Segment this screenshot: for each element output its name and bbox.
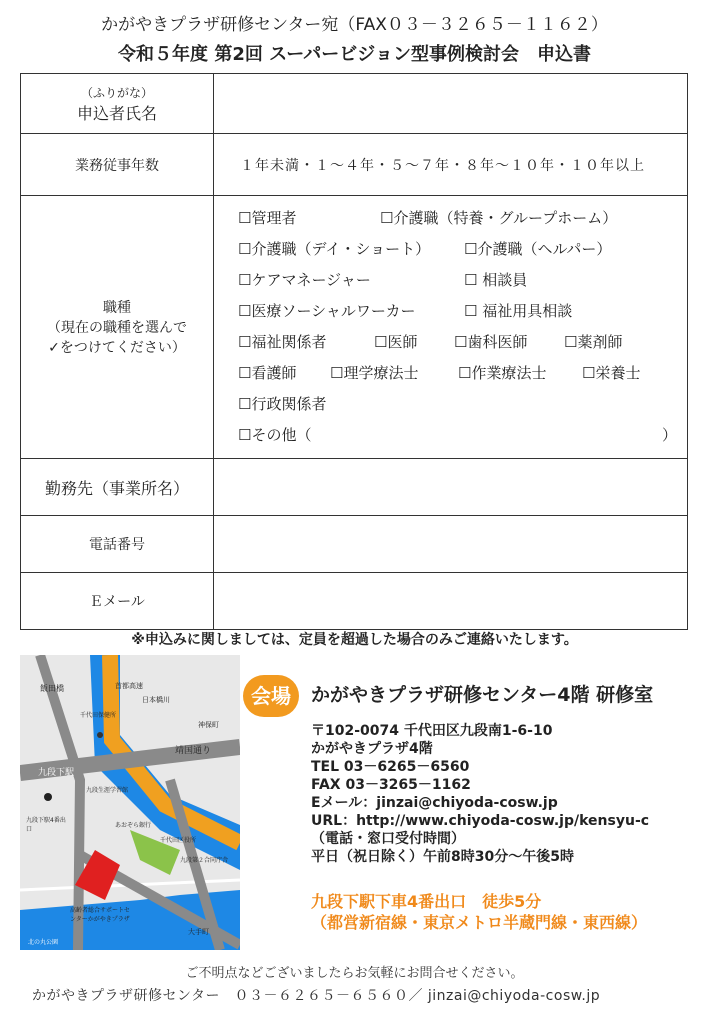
map-label-kitanomaru: 北の丸公園 bbox=[28, 939, 59, 946]
venue-building: かがやきプラザ4階 bbox=[311, 741, 433, 757]
access-map bbox=[20, 655, 240, 950]
map-label-shuto: 首都高速 bbox=[115, 682, 143, 690]
map-label-exit: 九段下駅4番出口 bbox=[26, 817, 66, 833]
workplace-label: 勤務先（事業所名） bbox=[21, 459, 214, 516]
map-label-aozora: あおぞら銀行 bbox=[115, 822, 152, 829]
map-label-gakusha: 九段生涯学習館 bbox=[86, 787, 129, 794]
footer-contact: かがやきプラザ研修センター ０３－６２６５－６５６０／ jinzai@chiyoda-cosw.jp bbox=[32, 988, 601, 1004]
venue-address: 〒102-0074 千代田区九段南1-6-10 bbox=[311, 723, 553, 739]
job-other-close: ） bbox=[662, 426, 678, 444]
venue-email[interactable]: Eメール：jinzai@chiyoda-cosw.jp bbox=[311, 795, 558, 811]
map-label-otemachi: 大手町 bbox=[188, 928, 209, 936]
map-label-chiyoda-office: 千代田区役所 bbox=[160, 837, 197, 844]
job-checkbox-welfare[interactable]: ☐福祉関係者 bbox=[238, 333, 327, 351]
venue-badge: 会場 bbox=[243, 675, 299, 717]
venue-url[interactable]: URL：http://www.chiyoda-cosw.jp/kensyu-c bbox=[311, 813, 650, 829]
job-label: 職種 bbox=[103, 300, 131, 316]
job-checkbox-other[interactable]: ☐その他（ bbox=[238, 426, 312, 444]
years-options[interactable]: １年未満・１～４年・５～７年・８年～１０年・１０年以上 bbox=[214, 134, 688, 196]
job-checkbox-manager[interactable]: ☐管理者 bbox=[238, 209, 297, 227]
venue-tel: TEL 03－6265－6560 bbox=[311, 759, 470, 775]
access-lines: （都営新宿線・東京メトロ半蔵門線・東西線） bbox=[311, 913, 648, 932]
job-checkbox-counselor[interactable]: ☐ 相談員 bbox=[464, 271, 528, 289]
access-station: 九段下駅下車4番出口 徒歩5分 bbox=[311, 892, 542, 911]
venue-fax: FAX 03－3265－1162 bbox=[311, 777, 471, 793]
access-info bbox=[311, 891, 647, 933]
map-label-nihonbashi: 日本橋川 bbox=[142, 696, 170, 704]
email-label: Ｅメール bbox=[21, 573, 214, 630]
job-checkbox-msw[interactable]: ☐医療ソーシャルワーカー bbox=[238, 302, 416, 320]
job-options bbox=[214, 196, 688, 459]
job-label-check: ✓をつけてください） bbox=[48, 340, 186, 356]
map-label-yasukuni: 靖国通り bbox=[175, 746, 212, 756]
map-label-hoken: 千代田保健所 bbox=[80, 712, 117, 719]
job-checkbox-care-helper[interactable]: ☐介護職（ヘルパー） bbox=[464, 240, 612, 258]
name-label: 申込者氏名 bbox=[76, 103, 157, 123]
workplace-field[interactable] bbox=[214, 459, 688, 516]
job-checkbox-pt[interactable]: ☐理学療法士 bbox=[330, 364, 419, 382]
job-label-instruction: （現在の職種を選んで bbox=[47, 320, 187, 336]
map-label-jinbocho: 神保町 bbox=[198, 721, 219, 729]
map-label-plaza: 高齢者総合サポートセンターかがやきプラザ bbox=[70, 907, 130, 923]
job-checkbox-ot[interactable]: ☐作業療法士 bbox=[458, 364, 547, 382]
job-checkbox-dietitian[interactable]: ☐栄養士 bbox=[582, 364, 641, 382]
venue-info bbox=[311, 722, 649, 866]
venue-hours-label: （電話・窓口受付時間） bbox=[311, 831, 465, 847]
venue-hours: 平日（祝日除く）午前8時30分～午後5時 bbox=[311, 849, 574, 865]
phone-label: 電話番号 bbox=[21, 516, 214, 573]
map-label-kudanshita: 九段下駅 bbox=[38, 768, 75, 778]
name-field[interactable] bbox=[214, 74, 688, 134]
job-checkbox-caremanager[interactable]: ☐ケアマネージャー bbox=[238, 271, 371, 289]
job-label-cell bbox=[21, 196, 214, 459]
job-checkbox-dentist[interactable]: ☐歯科医師 bbox=[454, 333, 528, 351]
email-field[interactable] bbox=[214, 573, 688, 630]
phone-field[interactable] bbox=[214, 516, 688, 573]
form-title: 令和５年度 第2回 スーパービジョン型事例検討会 申込書 bbox=[118, 44, 591, 65]
job-checkbox-care-facility[interactable]: ☐介護職（特養・グループホーム） bbox=[380, 209, 618, 227]
header-recipient: かがやきプラザ研修センター宛（FAX０３－３２６５－１１６２） bbox=[101, 15, 608, 35]
job-checkbox-admin[interactable]: ☐行政関係者 bbox=[238, 395, 327, 413]
notice-text: ※申込みに関しましては、定員を超過した場合のみご連絡いたします。 bbox=[131, 632, 578, 648]
map-graphic bbox=[20, 655, 240, 950]
years-label: 業務従事年数 bbox=[21, 134, 214, 196]
application-form bbox=[20, 73, 688, 630]
job-checkbox-welfare-equipment[interactable]: ☐ 福祉用具相談 bbox=[464, 302, 573, 320]
exit-marker bbox=[44, 793, 52, 801]
job-checkbox-doctor[interactable]: ☐医師 bbox=[374, 333, 418, 351]
name-label-cell bbox=[21, 74, 214, 134]
job-checkbox-care-day[interactable]: ☐介護職（デイ・ショート） bbox=[238, 240, 431, 258]
venue-name: かがやきプラザ研修センター4階 研修室 bbox=[311, 684, 654, 706]
job-checkbox-pharmacist[interactable]: ☐薬剤師 bbox=[564, 333, 623, 351]
map-label-gov: 九段第２合同庁舎 bbox=[180, 857, 229, 864]
map-label-iidabashi: 飯田橋 bbox=[40, 684, 64, 693]
furigana-label: （ふりがな） bbox=[80, 85, 153, 100]
job-checkbox-nurse[interactable]: ☐看護師 bbox=[238, 364, 297, 382]
footer-inquiry: ご不明点などございましたらお気軽にお問合せください。 bbox=[185, 966, 524, 981]
